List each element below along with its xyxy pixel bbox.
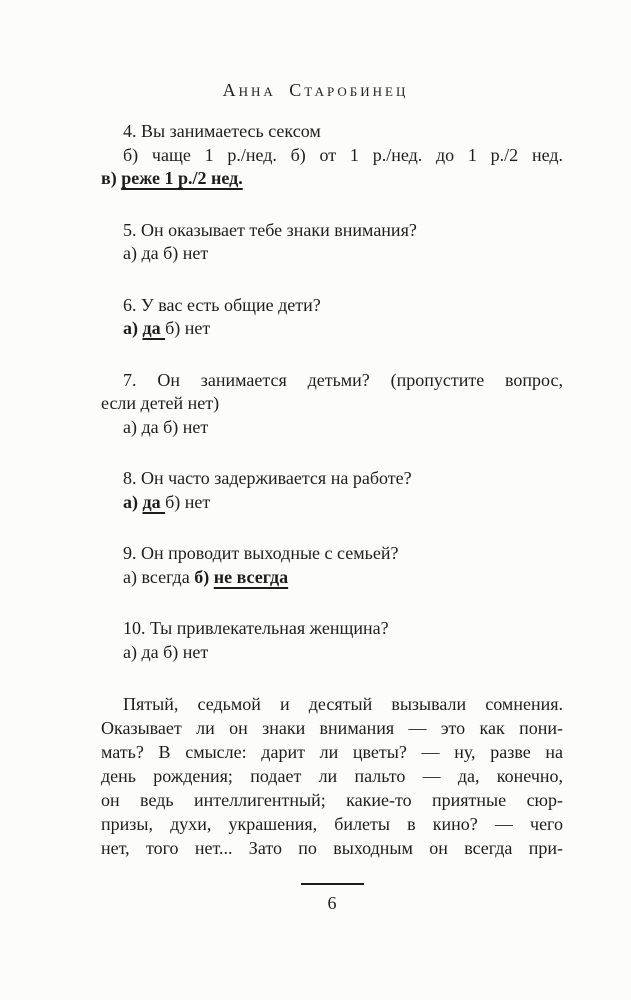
text-line xyxy=(101,120,563,144)
text-line xyxy=(101,716,563,740)
text-segment: 4. Вы занимаетесь сексом xyxy=(123,121,321,141)
text-line xyxy=(101,416,563,440)
text-segment: б) xyxy=(194,566,214,587)
page-number: 6 xyxy=(327,893,337,913)
text-segment: а) xyxy=(123,491,143,512)
question-5 xyxy=(101,219,563,266)
question-10 xyxy=(101,617,563,664)
text-line xyxy=(101,566,563,590)
text-line xyxy=(101,617,563,641)
text-segment: реже 1 р./2 нед. xyxy=(121,168,243,188)
text-segment: призы, духи, украшения, билеты в кино? — чего xyxy=(101,814,563,834)
question-7 xyxy=(101,369,563,440)
text-segment: а) да б) нет xyxy=(123,641,209,662)
text-segment: Оказывает ли он знаки внимания — это как пони- xyxy=(101,718,563,738)
text-line xyxy=(101,242,563,266)
footer-rule xyxy=(301,883,364,885)
text-segment: б) чаще 1 р./нед. б) от 1 р./нед. до 1 р./2 нед. xyxy=(123,144,563,165)
text-segment: 10. Ты привлекательная женщина? xyxy=(123,618,389,638)
text-line xyxy=(101,467,563,491)
text-segment: а) xyxy=(123,318,143,338)
text-line xyxy=(101,369,563,393)
question-4 xyxy=(101,120,563,191)
text-segment: а) всегда xyxy=(123,566,195,587)
text-line xyxy=(101,692,563,716)
text-segment: а) да б) нет xyxy=(123,416,209,437)
text-body xyxy=(101,120,563,888)
text-segment: 8. Он часто задерживается на работе? xyxy=(123,468,412,488)
text-segment: 5. Он оказывает тебе знаки внимания? xyxy=(123,219,417,240)
text-line xyxy=(101,788,563,812)
text-line xyxy=(101,542,563,566)
text-line xyxy=(101,764,563,788)
text-segment: 9. Он проводит выходные с семьей? xyxy=(123,543,399,563)
text-line xyxy=(101,836,563,860)
page-footer xyxy=(101,883,563,914)
text-line xyxy=(101,740,563,764)
text-line xyxy=(101,392,563,416)
text-segment: он ведь интеллигентный; какие-то приятные сюр- xyxy=(101,790,563,810)
text-line xyxy=(101,219,563,243)
question-8 xyxy=(101,467,563,514)
text-segment: да xyxy=(142,318,166,338)
question-6 xyxy=(101,294,563,341)
text-line xyxy=(101,317,563,341)
text-segment: день рождения; подает ли пальто — да, конечно, xyxy=(101,766,563,786)
text-line xyxy=(101,144,563,168)
running-header: Анна Старобинец xyxy=(222,80,409,100)
text-segment: Пятый, седьмой и десятый вызывали сомнения. xyxy=(123,694,563,714)
text-segment: 7. Он занимается детьми? (пропустите вопрос, xyxy=(123,369,563,390)
text-segment: если детей нет) xyxy=(101,393,220,413)
text-segment: не всегда xyxy=(213,566,289,587)
text-segment: да xyxy=(142,491,166,512)
question-9 xyxy=(101,542,563,589)
text-line xyxy=(101,294,563,318)
text-line xyxy=(101,491,563,515)
text-line xyxy=(101,812,563,836)
text-segment: а) да б) нет xyxy=(123,243,209,263)
text-segment: в) xyxy=(101,168,122,188)
text-segment: 6. У вас есть общие дети? xyxy=(123,294,321,315)
text-line xyxy=(101,641,563,665)
text-segment: мать? В смысле: дарит ли цветы? — ну, разве на xyxy=(101,742,563,762)
text-segment: б) нет xyxy=(165,318,211,338)
text-line xyxy=(101,167,563,191)
body-paragraph xyxy=(101,692,563,860)
text-segment: нет, того нет... Зато по выходным он всегда при- xyxy=(101,838,563,858)
text-segment: б) нет xyxy=(165,491,211,512)
